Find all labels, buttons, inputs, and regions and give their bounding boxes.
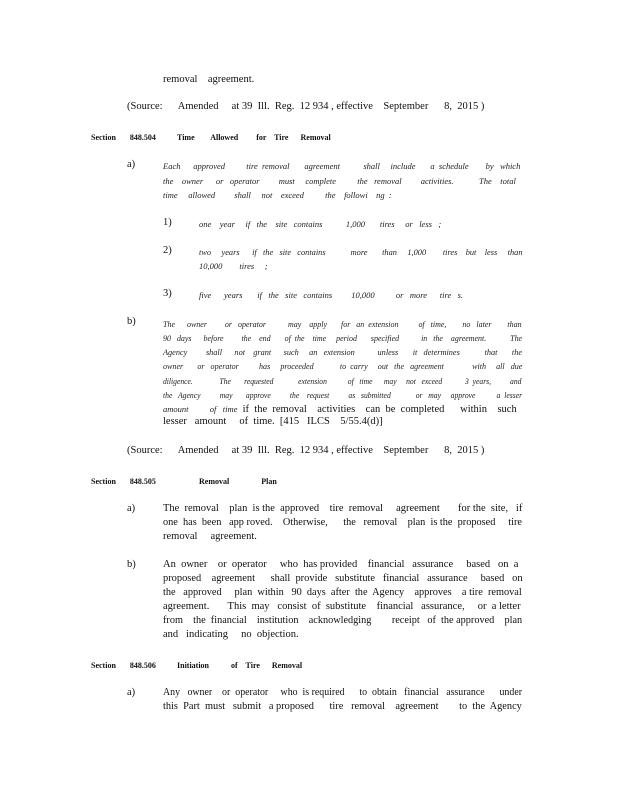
section-title: Time Allowed for Tire Removal (177, 133, 331, 142)
item-label-2: 2) (163, 245, 172, 256)
paragraph-line: proposed agreement shall provide substitute financial assurance based on (163, 573, 523, 584)
section-title: Removal Plan (199, 477, 277, 486)
subsection-label-a: a) (127, 503, 136, 514)
paragraph-line: the owner or operator must complete the removal activities. The total (163, 176, 516, 186)
subsection-label-a: a) (127, 159, 136, 170)
section-number: Section 848.504 (91, 133, 156, 142)
paragraph-line: The removal plan is the approved tire removal agreement for the site, if (163, 503, 523, 514)
carry-over-line: removal agreement. (163, 74, 255, 85)
source-note: (Source: Amended at 39 Ill. Reg. 12 934 , effective September 8, 2015 ) (127, 445, 485, 456)
paragraph-line: time allowed shall not exceed the followi ng : (163, 190, 392, 200)
paragraph-line: The owner or operator may apply for an extension of time, no later than (163, 319, 522, 329)
paragraph-line: lesser amount of time. [415 ILCS 5/55.4(d)] (163, 416, 383, 427)
paragraph-line: removal agreement. (163, 531, 257, 542)
item-line: one year if the site contains 1,000 tires or less ; (199, 219, 442, 229)
paragraph-line: 90 days before the end of the time period specified in the agreement. The (163, 333, 523, 343)
paragraph-line: from the financial institution acknowledging receipt of the approved plan (163, 615, 523, 626)
paragraph-line: An owner or operator who has provided financial assurance based on a (163, 559, 519, 570)
item-label-3: 3) (163, 288, 172, 299)
item-label-1: 1) (163, 217, 172, 228)
subsection-label-b: b) (127, 316, 136, 327)
paragraph-line: owner or operator has proceeded to carry out the agreement with all due (163, 361, 523, 371)
paragraph-line: one has been app roved. Otherwise, the removal plan is the proposed tire (163, 517, 522, 528)
section-number: Section 848.505 (91, 477, 156, 486)
paragraph-line: agreement. This may consist of substitute financial assurance, or a letter (163, 601, 521, 612)
source-note: (Source: Amended at 39 Ill. Reg. 12 934 , effective September 8, 2015 ) (127, 101, 485, 112)
item-line: five years if the site contains 10,000 or more tire s. (199, 290, 464, 300)
item-line: two years if the site contains more than 1,000 tires but less than (199, 247, 523, 257)
paragraph-line: diligence. The requested extension of time may not exceed 3 years, and (163, 376, 522, 386)
paragraph-line: this Part must submit a proposed tire removal agreement to the Agency (163, 701, 522, 712)
paragraph-line: Any owner or operator who is required to obtain financial assurance under (163, 687, 523, 698)
section-title: Initiation of Tire Removal (177, 661, 303, 670)
paragraph-line: Each approved tire removal agreement shall include a schedule by which (163, 161, 521, 171)
subsection-label-b: b) (127, 559, 136, 570)
paragraph-line: the Agency may approve the request as submitted or may approve a lesser (163, 390, 523, 400)
subsection-label-a: a) (127, 687, 136, 698)
section-number: Section 848.506 (91, 661, 156, 670)
paragraph-line (163, 403, 517, 416)
paragraph-line: and indicating no objection. (163, 629, 299, 640)
item-line: 10,000 tires ; (199, 261, 268, 271)
paragraph-text: if the removal activities can be completed within such (237, 404, 517, 415)
statute-quote-italic: amount of time (163, 404, 238, 414)
paragraph-line: the approved plan within 90 days after the Agency approves a tire removal (163, 587, 522, 598)
paragraph-line: Agency shall not grant such an extension unless it determines that the (163, 347, 523, 357)
